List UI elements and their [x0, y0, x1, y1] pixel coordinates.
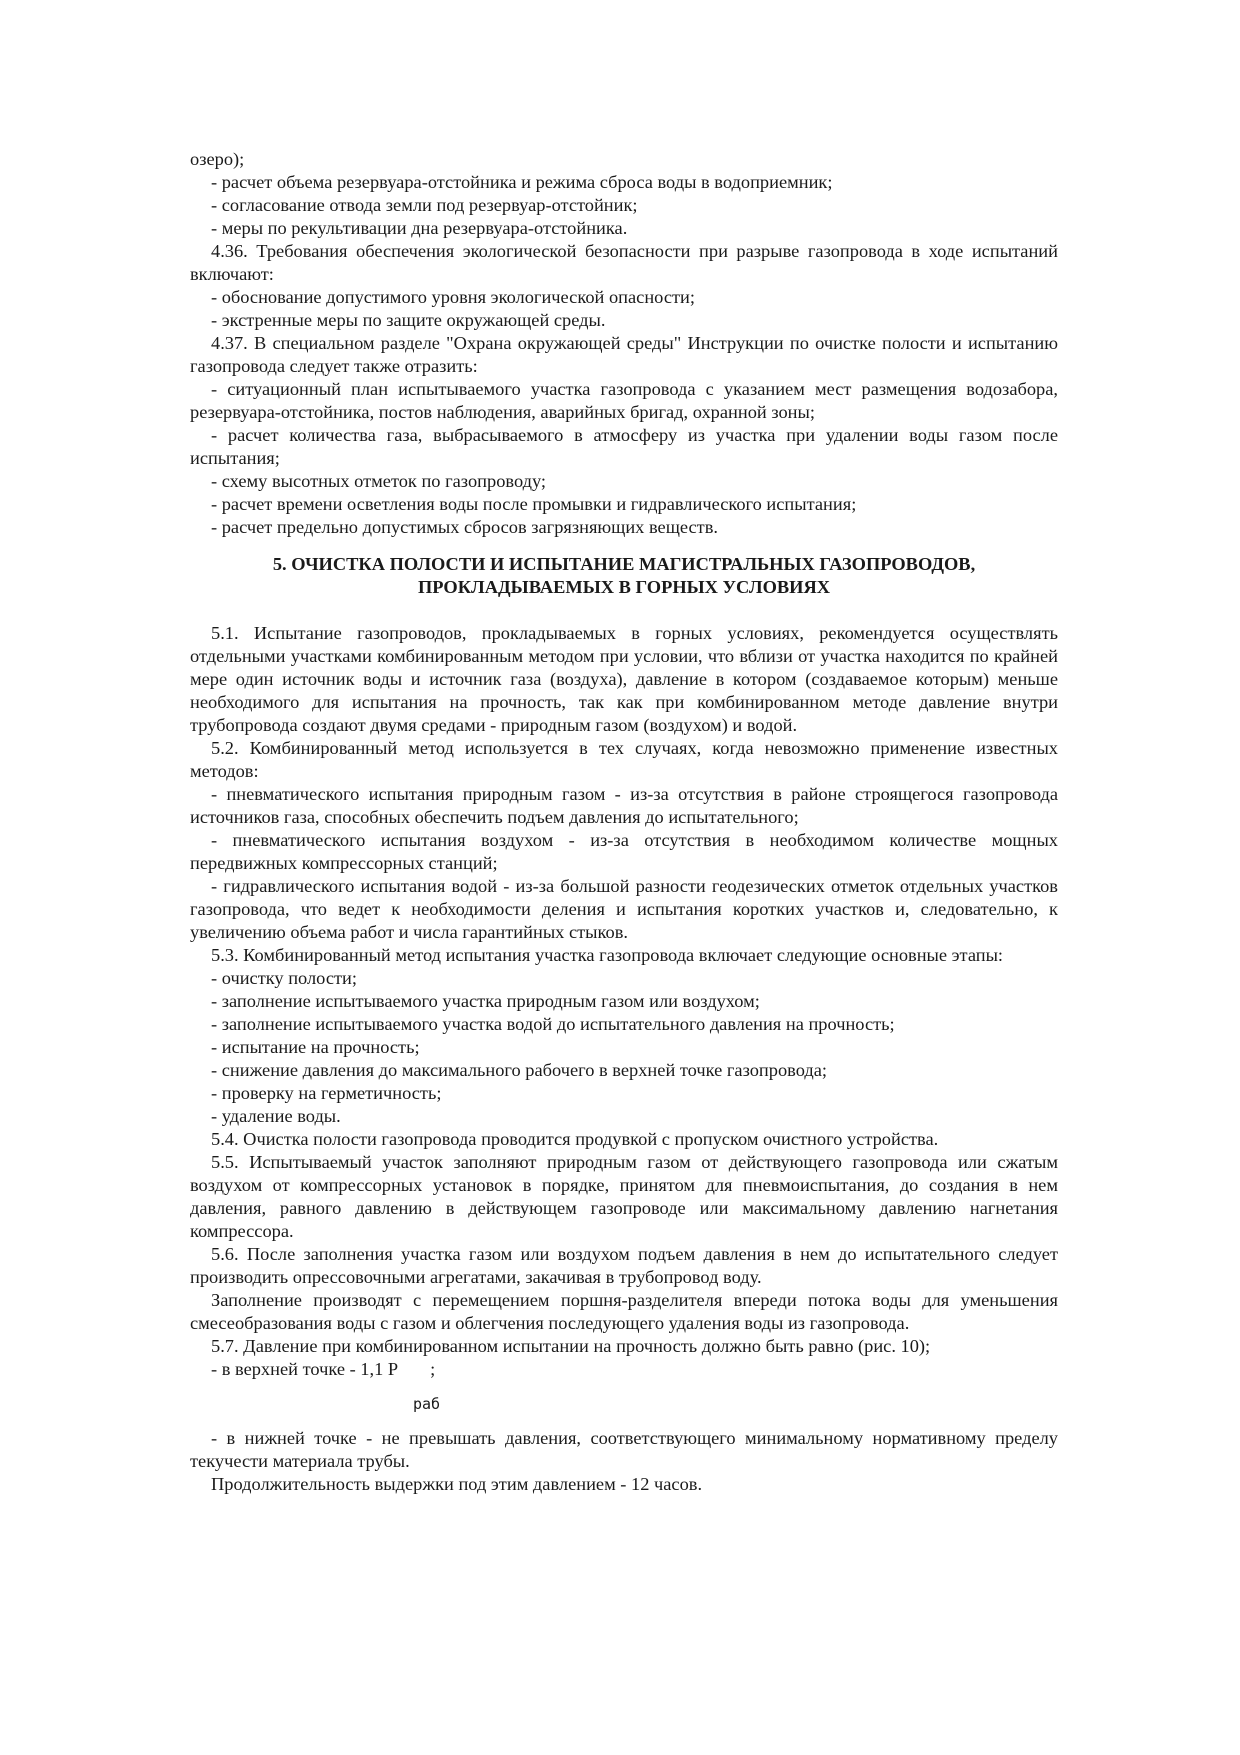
list-item: - гидравлического испытания водой - из-за большой разности геодезических отметок отдельных участков газопровода, что ведет к необходимости деления и испытания коротких участков и, следовательно, к увеличению объема работ и числа гарантийных стыков.	[190, 876, 1058, 942]
paragraph: 4.36. Требования обеспечения экологической безопасности при разрыве газопровода в ходе испытаний включают:	[190, 241, 1058, 284]
paragraph: 4.37. В специальном разделе "Охрана окружающей среды" Инструкции по очистке полости и испытанию газопровода следует также отразить:	[190, 333, 1058, 376]
paragraph: 5.2. Комбинированный метод используется в тех случаях, когда невозможно применение известных методов:	[190, 738, 1058, 781]
paragraph: 5.4. Очистка полости газопровода проводится продувкой с пропуском очистного устройства.	[211, 1129, 939, 1149]
list-item: - экстренные меры по защите окружающей среды.	[211, 310, 606, 330]
list-item: - расчет количества газа, выбрасываемого в атмосферу из участка при удалении воды газом после испытания;	[190, 425, 1058, 468]
list-item: - заполнение испытываемого участка природным газом или воздухом;	[211, 991, 760, 1011]
paragraph: Продолжительность выдержки под этим давлением - 12 часов.	[211, 1474, 703, 1494]
paragraph: Заполнение производят с перемещением поршня-разделителя впереди потока воды для уменьшения смесеобразования воды с газом и облегчения последующего удаления воды из газопровода.	[190, 1290, 1058, 1333]
list-item: - проверку на герметичность;	[211, 1083, 442, 1103]
document-page	[190, 148, 1058, 1496]
list-item: - ситуационный план испытываемого участка газопровода с указанием мест размещения водозабора, резервуара-отстойника, постов наблюдения, аварийных бригад, охранной зоны;	[190, 379, 1058, 422]
section-heading-line2: ПРОКЛАДЫВАЕМЫХ В ГОРНЫХ УСЛОВИЯХ	[417, 577, 831, 597]
list-item: - испытание на прочность;	[211, 1037, 420, 1057]
list-item: - меры по рекультивации дна резервуара-отстойника.	[211, 218, 628, 238]
list-item: - очистку полости;	[211, 968, 357, 988]
list-item: - в нижней точке - не превышать давления, соответствующего минимальному нормативному пределу текучести материала трубы.	[190, 1428, 1058, 1471]
list-item: - обоснование допустимого уровня экологической опасности;	[211, 287, 695, 307]
list-item: - удаление воды.	[211, 1106, 341, 1126]
list-item: - схему высотных отметок по газопроводу;	[211, 471, 547, 491]
list-item: - расчет объема резервуара-отстойника и режима сброса воды в водоприемник;	[211, 172, 833, 192]
list-item: - согласование отвода земли под резервуар-отстойник;	[211, 195, 638, 215]
formula-subscript: раб	[413, 1395, 441, 1413]
paragraph: 5.3. Комбинированный метод испытания участка газопровода включает следующие основные этапы:	[211, 945, 1004, 965]
spacer	[190, 599, 1058, 622]
list-item: - заполнение испытываемого участка водой до испытательного давления на прочность;	[211, 1014, 895, 1034]
formula-suffix: ;	[430, 1359, 436, 1379]
formula-prefix: - в верхней точке - 1,1 Р	[211, 1359, 399, 1379]
paragraph: 5.6. После заполнения участка газом или воздухом подъем давления в нем до испытательного следует производить опрессовочными агрегатами, закачивая в трубопровод воду.	[190, 1244, 1058, 1287]
paragraph: 5.1. Испытание газопроводов, прокладываемых в горных условиях, рекомендуется осуществлять отдельными участками комбинированным методом при условии, что вблизи от участка находится по крайней мере один источник воды и источник газа (воздуха), давление в котором (создаваемое которым) меньше необходимого для испытания на прочность, так как при комбинированном методе давление внутри трубопровода создают двумя средами - природным газом (воздухом) и водой.	[190, 623, 1058, 735]
paragraph: озеро);	[190, 149, 245, 169]
section-heading-line1: 5. ОЧИСТКА ПОЛОСТИ И ИСПЫТАНИЕ МАГИСТРАЛЬНЫХ ГАЗОПРОВОДОВ,	[272, 554, 976, 574]
paragraph: 5.7. Давление при комбинированном испытании на прочность должно быть равно (рис. 10);	[211, 1336, 931, 1356]
paragraph: 5.5. Испытываемый участок заполняют природным газом от действующего газопровода или сжатым воздухом от компрессорных установок в порядке, принятом для пневмоиспытания, до создания в нем давления, равного давлению в действующем газопроводе или максимальному давлению нагнетания компрессора.	[190, 1152, 1058, 1241]
list-item: - пневматического испытания воздухом - из-за отсутствия в необходимом количестве мощных передвижных компрессорных станций;	[190, 830, 1058, 873]
list-item: - расчет времени осветления воды после промывки и гидравлического испытания;	[211, 494, 857, 514]
list-item: - пневматического испытания природным газом - из-за отсутствия в районе строящегося газопровода источников газа, способных обеспечить подъем давления до испытательного;	[190, 784, 1058, 827]
formula-line	[190, 1358, 1058, 1381]
list-item: - расчет предельно допустимых сбросов загрязняющих веществ.	[211, 517, 718, 537]
list-item: - снижение давления до максимального рабочего в верхней точке газопровода;	[211, 1060, 828, 1080]
spacer	[190, 539, 1058, 553]
